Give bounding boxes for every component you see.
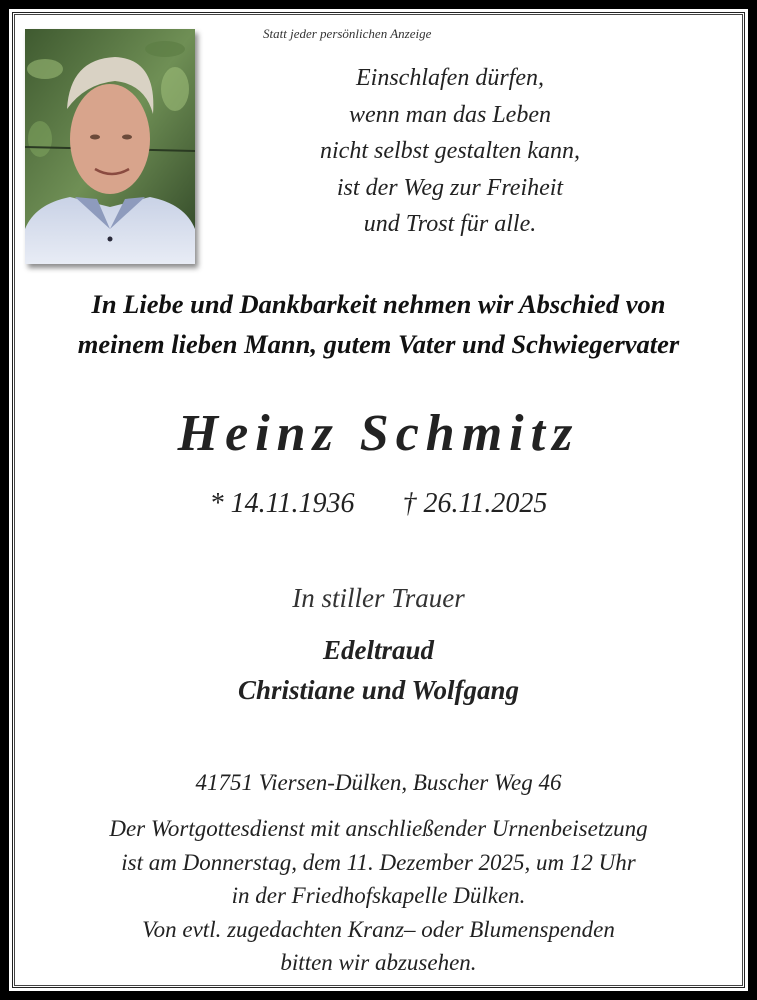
poem-line: ist der Weg zur Freiheit [336,174,564,201]
service-line: Der Wortgottesdienst mit anschließender Urnenbeisetzung [109,816,648,841]
service-line: ist am Donnerstag, dem 11. Dezember 2025, um 12 Uhr [121,849,636,875]
service-info [0,812,757,980]
address: 41751 Viersen-Dülken, Buscher Weg 46 [195,770,562,795]
mourner: Christiane und Wolfgang [237,675,520,705]
portrait-image [25,29,195,264]
farewell-line: In Liebe und Dankbarkeit nehmen wir Abschied von [91,289,666,319]
mourners-list [0,630,757,710]
service-line: Von evtl. zugedachten Kranz– oder Blumenspenden [142,916,615,942]
mourner: Edeltraud [322,635,435,665]
portrait-photo [25,29,195,264]
poem-line: Einschlafen dürfen, [356,65,544,91]
kicker-text: Statt jeder persönlichen Anzeige [263,26,432,41]
poem-line: nicht selbst gestalten kann, [320,138,580,164]
life-dates [0,488,757,520]
service-line: in der Friedhofskapelle Dülken. [231,883,526,908]
birth-date: * 14.11.1936 [209,488,355,519]
farewell-line: meinem lieben Mann, gutem Vater und Schwiegervater [77,329,680,359]
farewell-statement [0,284,757,364]
poem-line: und Trost für alle. [363,211,537,237]
poem-line: wenn man das Leben [349,101,551,128]
death-date: † 26.11.2025 [402,488,548,519]
poem [260,60,640,243]
mourning-intro: In stiller Trauer [292,583,465,613]
deceased-name: Heinz Schmitz [177,405,580,462]
service-line: bitten wir abzusehen. [280,950,477,975]
